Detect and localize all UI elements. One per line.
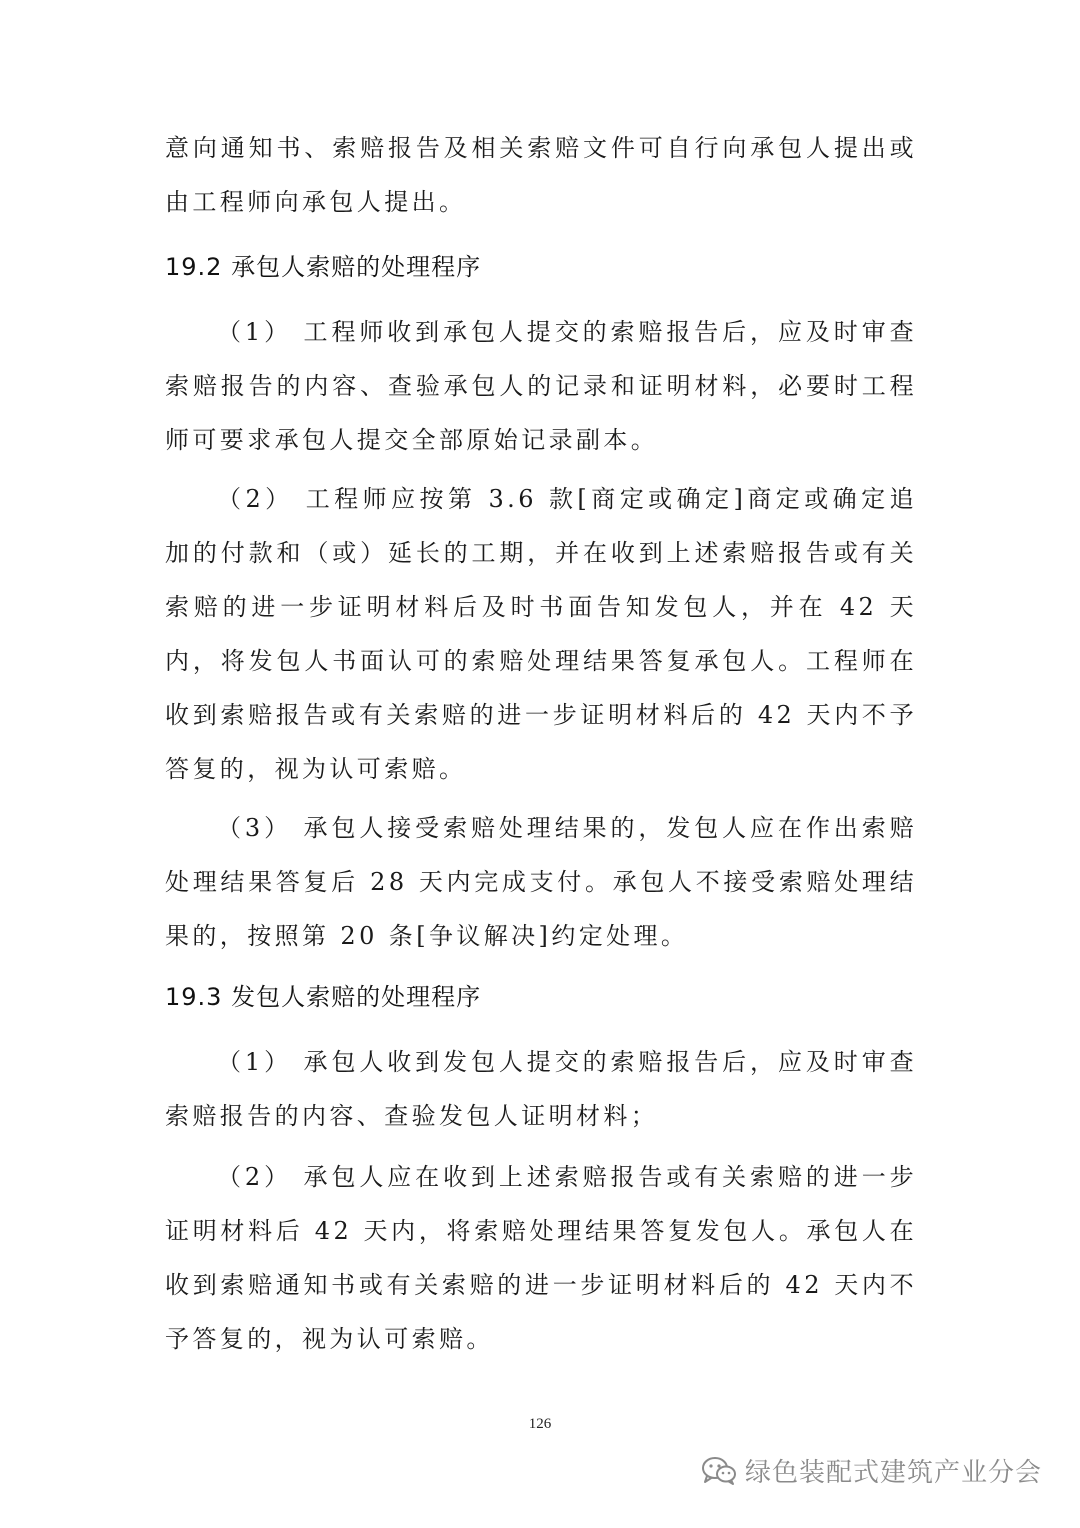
paragraph-19-2-1: （1） 工程师收到承包人提交的索赔报告后，应及时审查索赔报告的内容、查验承包人的记录和证明材料，必要时工程师可要求承包人提交全部原始记录副本。 <box>165 318 917 454</box>
section-heading-19-3: 19.3 发包人索赔的处理程序 <box>165 983 482 1011</box>
page-number: 126 <box>528 1416 552 1432</box>
paragraph-19-3-2: （2） 承包人应在收到上述索赔报告或有关索赔的进一步证明材料后 42 天内，将索赔处理结果答复发包人。承包人在收到索赔通知书或有关索赔的进一步证明材料后的 42 天内不予答复的，视为认可索赔。 <box>165 1163 917 1353</box>
section-heading-19-2: 19.2 承包人索赔的处理程序 <box>165 253 482 281</box>
paragraph-intro: 意向通知书、索赔报告及相关索赔文件可自行向承包人提出或由工程师向承包人提出。 <box>165 134 917 216</box>
paragraph-19-2-2: （2） 工程师应按第 3.6 款[商定或确定]商定或确定追加的付款和（或）延长的工期，并在收到上述索赔报告或有关索赔的进一步证明材料后及时书面告知发包人，并在 42 天内，将发包人书面认可的索赔处理结果答复承包人。工程师在收到索赔报告或有关索赔的进一步证明材料后的 42 天内不予答复的，视为认可索赔。 <box>165 485 917 783</box>
wechat-icon <box>701 1456 737 1486</box>
watermark <box>701 1452 1042 1489</box>
watermark-text: 绿色装配式建筑产业分会 <box>744 1458 1042 1488</box>
paragraph-19-3-1: （1） 承包人收到发包人提交的索赔报告后，应及时审查索赔报告的内容、查验发包人证明材料； <box>165 1048 917 1130</box>
paragraph-19-2-3: （3） 承包人接受索赔处理结果的，发包人应在作出索赔处理结果答复后 28 天内完成支付。承包人不接受索赔处理结果的，按照第 20 条[争议解决]约定处理。 <box>165 814 917 950</box>
